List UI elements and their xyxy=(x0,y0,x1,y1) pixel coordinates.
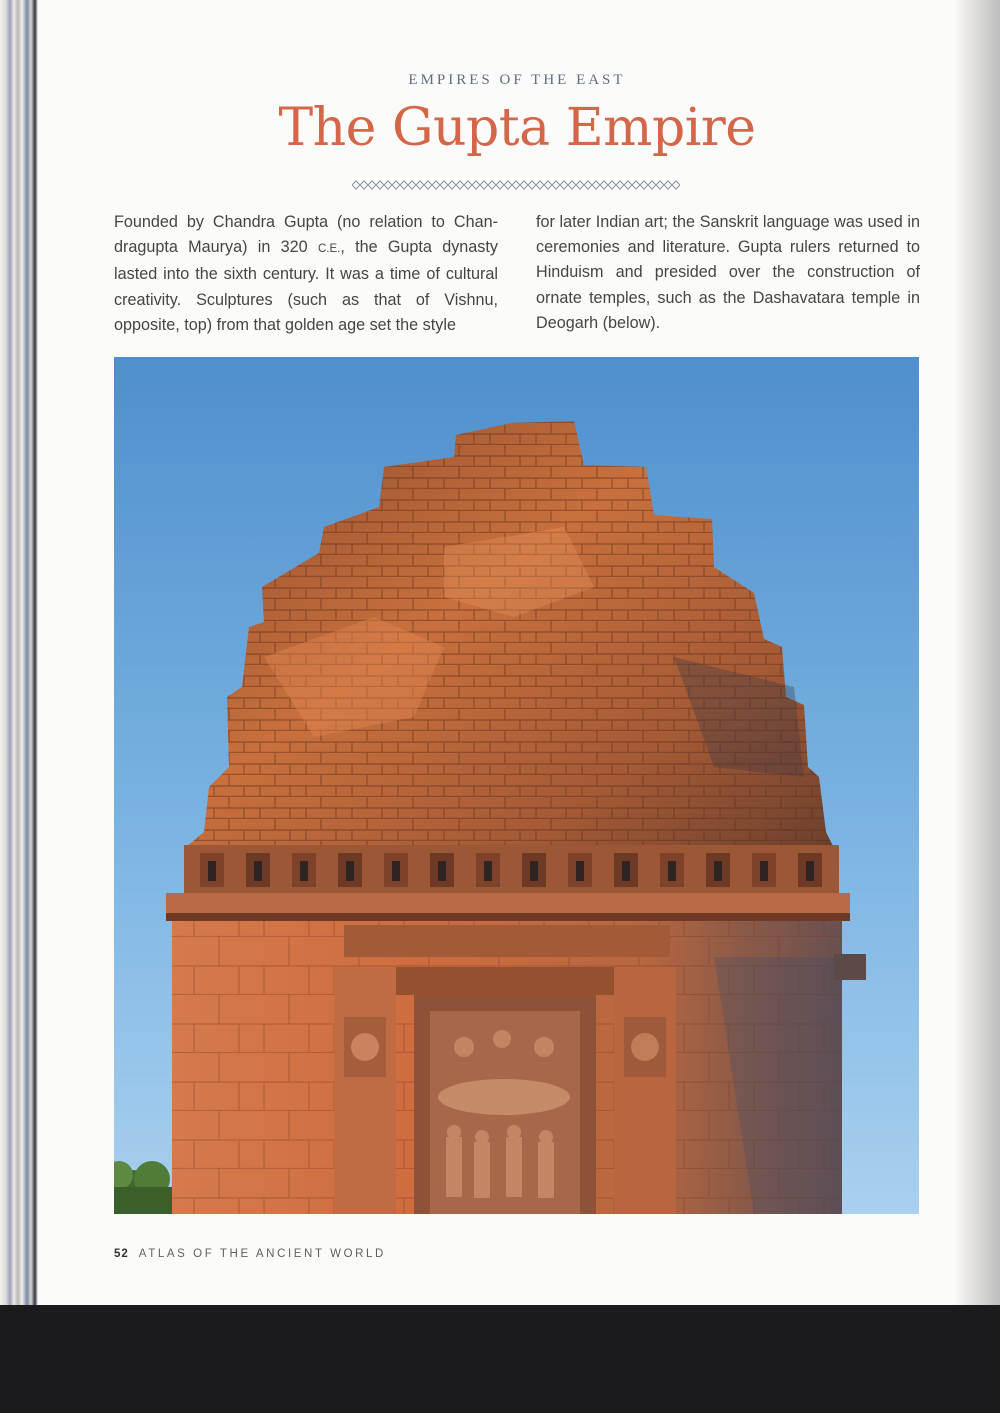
section-kicker: EMPIRES OF THE EAST xyxy=(408,72,626,88)
book-title: ATLAS OF THE ANCIENT WORLD xyxy=(138,1248,386,1260)
temple-photograph xyxy=(114,357,919,1214)
page-number: 52 xyxy=(114,1248,129,1260)
page-footer xyxy=(114,1248,386,1260)
dashavatara-temple-illustration xyxy=(114,357,919,1214)
scan-background xyxy=(0,1305,1000,1413)
body-text-left-part2: , the Gupta dynasty lasted into the sixth century. It was a time of cultural creativity. Sculptures (such as that of Vishnu, opposite, top) from that golden age set the style xyxy=(114,238,498,334)
page-title: The Gupta Empire xyxy=(278,98,756,158)
era-abbreviation: C.E. xyxy=(317,243,341,256)
body-text-right-column: for later Indian art; the Sanskrit language was used in ceremonies and literature. Gupta rulers returned to Hinduism and presided over the construction of ornate temples, such as the Dashavatara temple in Deogarh (below). xyxy=(536,213,920,332)
temple-cornice xyxy=(166,893,850,915)
decorative-diamond-rule xyxy=(352,179,680,191)
carved-doorway xyxy=(334,925,676,1214)
body-text-left-column xyxy=(114,210,498,338)
tree-foliage xyxy=(114,1161,174,1214)
body-text-left-part1: Founded by Chandra Gupta (no relation to Chandragupta Maurya) in 320 xyxy=(114,213,498,257)
page-gutter-shadow xyxy=(955,0,1000,1305)
